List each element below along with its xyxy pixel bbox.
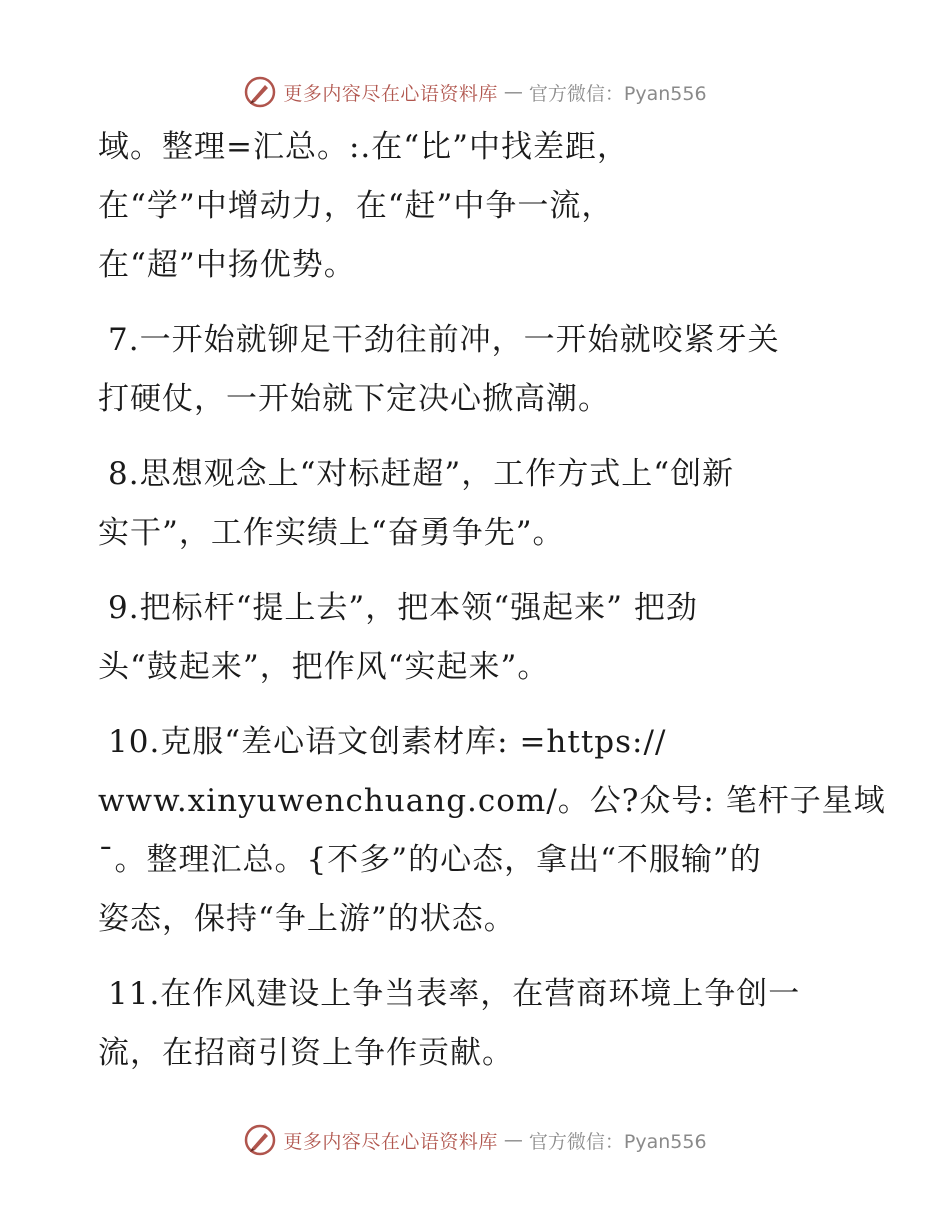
document-body [98,118,886,1099]
text-line: 姿态，保持“争上游”的状态。 [98,901,516,937]
footer-site-text: 更多内容尽在心语资料库 [283,1130,498,1153]
paragraph-item-9 [98,579,858,697]
text-line: www.xinyuwenchuang.com/。公?众号: 笔杆子星域 [98,783,886,819]
text-line: 9.把标杆“提上去”，把本领“强起来” 把劲 [108,590,698,626]
text-line: ¯。整理汇总。{不多”的心态，拿出“不服输”的 [98,842,762,878]
text-line: 11.在作风建设上争当表率，在营商环境上争创一 [108,976,801,1012]
text-line: 在“超”中扬优势。 [98,247,356,283]
text-line: 头“鼓起来”，把作风“实起来”。 [98,649,550,685]
text-line: 打硬仗，一开始就下定决心掀高潮。 [98,381,610,417]
text-line: 流，在招商引资上争作贡献。 [98,1035,514,1071]
paragraph-item-7 [98,311,858,429]
text-line: 10.克服“差心语文创素材库: =https:// [108,724,667,760]
header-site-text: 更多内容尽在心语资料库 [283,82,498,105]
paragraph-continuation [98,118,858,295]
page-header-banner [0,70,950,114]
page-footer-banner [0,1118,950,1162]
text-line: 域。整理=汇总。:.在“比”中找差距， [98,129,629,165]
paragraph-item-11 [98,965,858,1083]
paragraph-item-8 [98,445,858,563]
footer-wechat-text: 官方微信：Pyan556 [528,1130,707,1153]
text-line: 实干”，工作实绩上“奋勇争先”。 [98,515,565,551]
header-wechat-text: 官方微信：Pyan556 [528,82,707,105]
footer-separator: — [503,1129,523,1151]
text-line: 7.一开始就铆足干劲往前冲，一开始就咬紧牙关 [108,322,780,358]
paragraph-item-10 [98,713,886,949]
header-separator: — [503,81,523,103]
pen-logo-icon [243,1123,277,1157]
text-line: 在“学”中增动力，在“赶”中争一流， [98,188,614,224]
pen-logo-icon [243,75,277,109]
text-line: 8.思想观念上“对标赶超”，工作方式上“创新 [108,456,735,492]
